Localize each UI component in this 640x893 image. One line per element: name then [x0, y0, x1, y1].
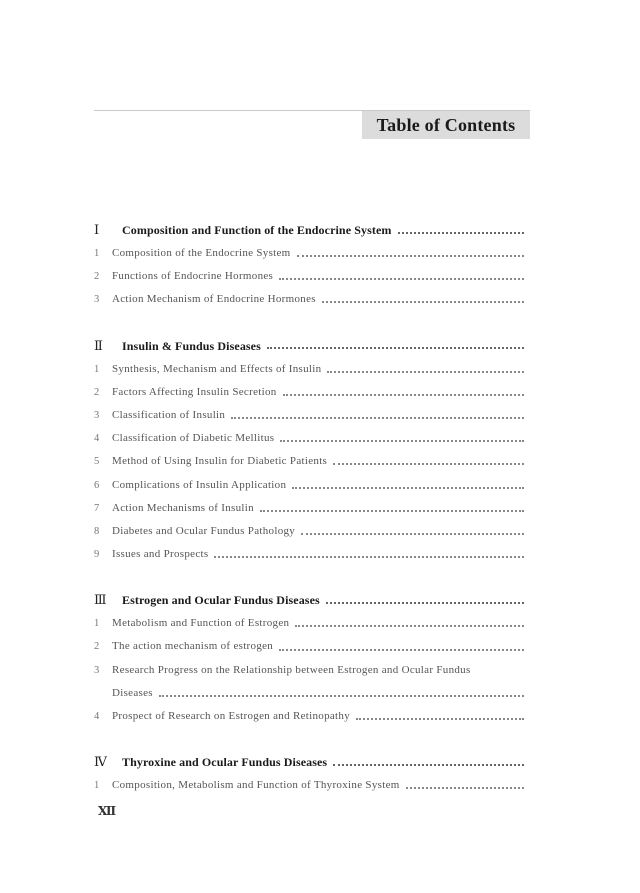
- chapter-heading[interactable]: [94, 750, 524, 774]
- chapter-heading[interactable]: [94, 588, 524, 612]
- toc-entry[interactable]: [94, 242, 524, 265]
- entry-number: 6: [94, 479, 100, 491]
- toc-entry[interactable]: [94, 520, 524, 543]
- toc-entry[interactable]: [94, 474, 524, 497]
- dot-leader: [322, 300, 524, 303]
- entry-title: Composition, Metabolism and Function of Thyroxine System: [112, 779, 400, 792]
- entry-title: Action Mechanism of Endocrine Hormones: [112, 293, 316, 306]
- chapter-title: Thyroxine and Ocular Fundus Diseases: [122, 755, 328, 770]
- dot-leader: [279, 648, 524, 651]
- chapter-section: [94, 750, 524, 797]
- entry-number: 9: [94, 549, 100, 561]
- chapter-section: [94, 334, 524, 567]
- entry-title: Synthesis, Mechanism and Effects of Insulin: [112, 362, 322, 375]
- chapter-title: Estrogen and Ocular Fundus Diseases: [122, 593, 320, 608]
- entry-title: Functions of Endocrine Hormones: [112, 270, 274, 283]
- page-title: Table of Contents: [362, 111, 530, 139]
- entry-title: Composition of the Endocrine System: [112, 247, 291, 259]
- entry-number: 1: [94, 363, 100, 375]
- dot-leader: [267, 346, 524, 349]
- entry-title: Metabolism and Function of Estrogen: [112, 617, 290, 630]
- entry-title: Classification of Insulin: [112, 408, 226, 421]
- entry-title: Action Mechanisms of Insulin: [112, 501, 254, 514]
- dot-leader: [280, 439, 524, 442]
- entry-title: Research Progress on the Relationship between Estrogen and Ocular Fundus: [112, 663, 471, 676]
- toc-entry[interactable]: [94, 543, 524, 566]
- entry-number: 1: [94, 618, 100, 630]
- page-number: Ⅻ: [98, 804, 116, 818]
- entry-title: Issues and Prospects: [112, 548, 209, 561]
- toc-entry[interactable]: [94, 497, 524, 520]
- dot-leader: [326, 601, 524, 604]
- entry-number: 3: [94, 294, 100, 306]
- dot-leader: [159, 694, 524, 697]
- dot-leader: [260, 509, 524, 512]
- dot-leader: [295, 624, 524, 627]
- dot-leader: [214, 555, 524, 558]
- dot-leader: [292, 486, 524, 489]
- chapter-numeral: Ⅰ: [94, 222, 100, 237]
- dot-leader: [301, 532, 524, 535]
- entry-title: The action mechanism of estrogen: [112, 640, 274, 653]
- chapter-numeral: Ⅳ: [94, 754, 107, 770]
- dot-leader: [279, 277, 524, 280]
- dot-leader: [398, 231, 525, 234]
- toc-entry[interactable]: [94, 774, 524, 797]
- chapter-heading[interactable]: [94, 334, 524, 358]
- dot-leader: [283, 393, 524, 396]
- entry-number: 1: [94, 780, 100, 792]
- entry-title: Method of Using Insulin for Diabetic Patients: [112, 455, 328, 468]
- toc-entry[interactable]: [94, 265, 524, 288]
- chapter-numeral: Ⅲ: [94, 592, 107, 608]
- entry-number: 3: [94, 664, 100, 676]
- dot-leader: [356, 717, 524, 720]
- toc-entry[interactable]: [94, 404, 524, 427]
- chapter-title: Composition and Function of the Endocrine System: [122, 223, 392, 237]
- dot-leader: [327, 370, 524, 373]
- dot-leader: [406, 786, 524, 789]
- toc-entry[interactable]: [94, 427, 524, 450]
- chapter-heading[interactable]: [94, 218, 524, 242]
- entry-title: Classification of Diabetic Mellitus: [112, 432, 275, 445]
- toc-entry[interactable]: [94, 659, 524, 682]
- entry-title: Factors Affecting Insulin Secretion: [112, 385, 277, 398]
- toc-entry[interactable]: [94, 635, 524, 658]
- toc-entry[interactable]: [94, 288, 524, 311]
- chapter-title: Insulin & Fundus Diseases: [122, 338, 261, 353]
- entry-title: Complications of Insulin Application: [112, 478, 287, 491]
- entry-title: Prospect of Research on Estrogen and Retinopathy: [112, 710, 351, 722]
- chapter-section: [94, 588, 524, 728]
- entry-number: 4: [94, 711, 100, 722]
- entry-number: 2: [94, 271, 100, 283]
- toc-entry[interactable]: [94, 612, 524, 635]
- entry-number: 1: [94, 248, 100, 259]
- table-of-contents: [94, 218, 524, 819]
- entry-title-continuation: Diseases: [112, 686, 153, 699]
- entry-number: 3: [94, 409, 100, 421]
- dot-leader: [231, 416, 524, 419]
- toc-entry-continuation[interactable]: [94, 682, 524, 705]
- entry-number: 5: [94, 456, 100, 468]
- chapter-numeral: Ⅱ: [94, 337, 103, 353]
- chapter-section: [94, 218, 524, 312]
- toc-entry[interactable]: [94, 705, 524, 728]
- entry-number: 2: [94, 386, 100, 398]
- entry-number: 2: [94, 641, 100, 653]
- entry-number: 4: [94, 433, 100, 445]
- toc-entry[interactable]: [94, 358, 524, 381]
- entry-number: 8: [94, 525, 100, 537]
- entry-title: Diabetes and Ocular Fundus Pathology: [112, 524, 296, 537]
- dot-leader: [297, 254, 524, 257]
- dot-leader: [333, 763, 524, 766]
- toc-entry[interactable]: [94, 381, 524, 404]
- dot-leader: [333, 462, 524, 465]
- entry-number: 7: [94, 502, 100, 514]
- toc-entry[interactable]: [94, 450, 524, 473]
